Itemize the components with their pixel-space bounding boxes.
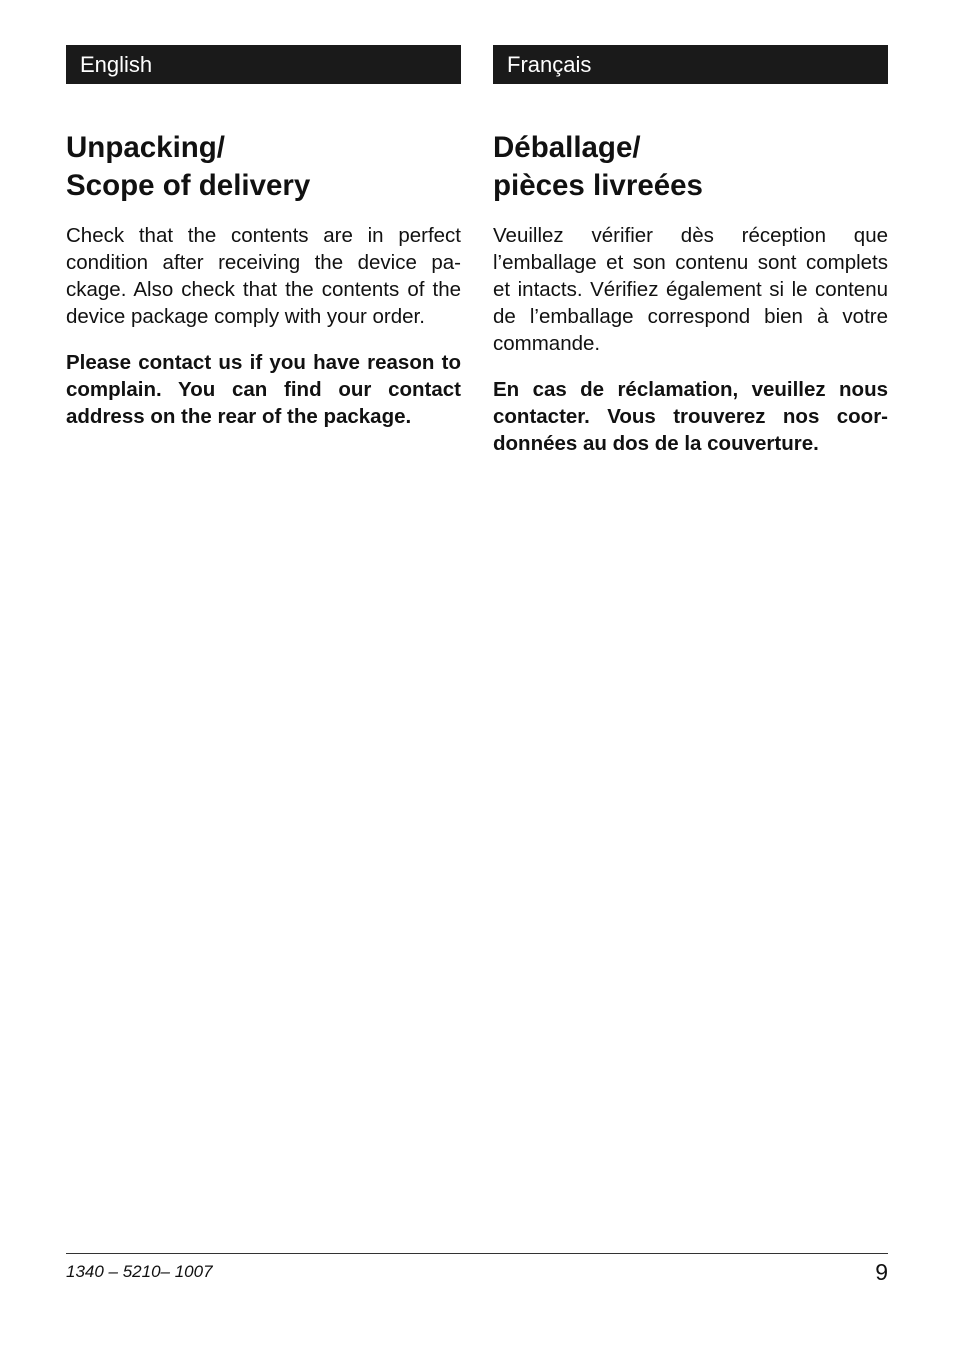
french-paragraph: Veuillez vérifier dès réception que l’emballage et son contenu sont complets et intacts. Vérifiez également si le contenu de l’emballage correspond bien à votre commande. [493,224,888,355]
french-column [493,45,888,457]
french-heading-line1: Déballage/ [493,131,641,164]
document-code: 1340 – 5210– 1007 [66,1262,213,1281]
page-number: 9 [875,1259,888,1285]
english-paragraph: Check that the contents are in perfect condition after receiving the device package. Also check that the contents of the device package comply with your order. [66,224,461,328]
footer-divider [66,1253,888,1254]
french-complaint-notice: En cas de réclamation, veuillez nous contacter. Vous trouverez nos coordonnées au dos de la couverture. [493,378,888,455]
english-heading [66,129,461,205]
english-language-bar: English [66,45,461,84]
english-heading-line1: Unpacking/ [66,131,225,164]
english-complaint-notice: Please contact us if you have reason to complain. You can find our contact address on the rear of the package. [66,351,461,428]
french-heading-line2: pièces livreées [493,169,703,202]
english-heading-line2: Scope of delivery [66,169,311,202]
english-column [66,45,461,430]
french-heading [493,129,888,205]
french-language-bar: Français [493,45,888,84]
